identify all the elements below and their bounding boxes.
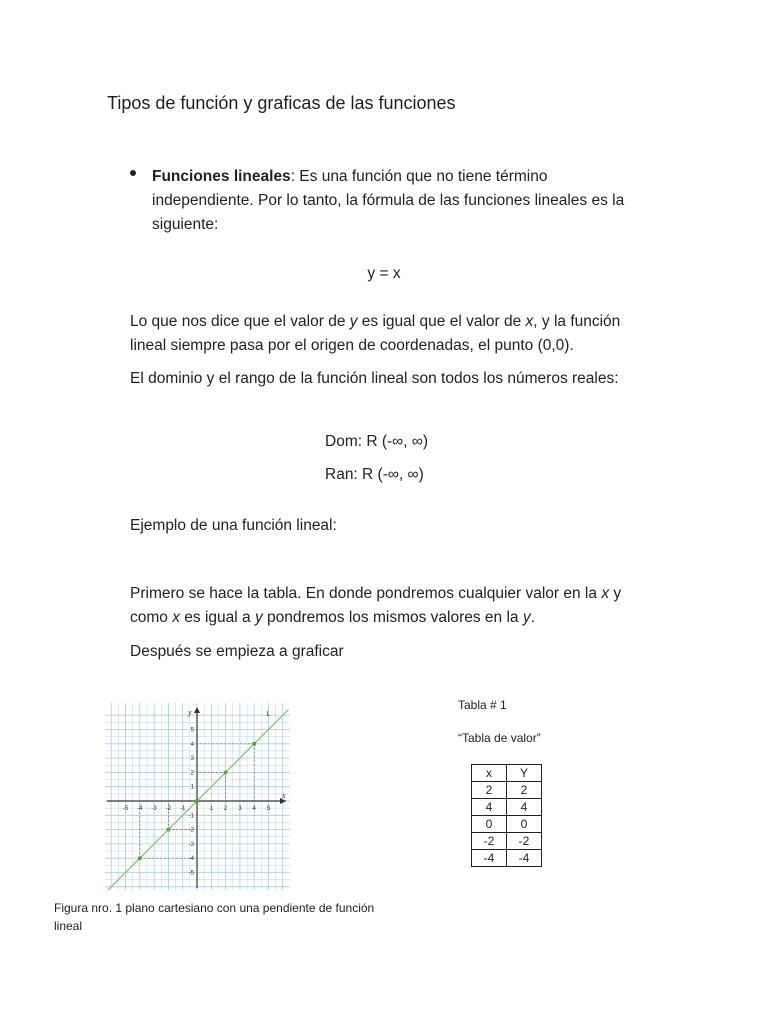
x-tick-label: -1 — [180, 806, 186, 812]
bullet-term: Funciones lineales — [152, 168, 291, 185]
table-caption: “Tabla de valor” — [458, 731, 541, 745]
x-tick-label: 5 — [266, 806, 271, 812]
data-point — [252, 742, 256, 746]
table-cell: 4 — [507, 799, 542, 816]
steps-text: es igual a — [179, 609, 255, 626]
range-line: Ran: R (-∞, ∞) — [325, 466, 424, 483]
cartesian-chart — [105, 703, 290, 890]
x-tick-label: 1 — [209, 806, 213, 812]
table-header-row — [472, 765, 542, 782]
data-point — [195, 799, 199, 803]
table-row — [472, 833, 542, 850]
table-label: Tabla # 1 — [458, 698, 507, 712]
values-table — [471, 764, 542, 867]
table-cell: 2 — [507, 782, 542, 799]
table-row — [472, 816, 542, 833]
data-point — [138, 856, 142, 860]
table-cell: -4 — [507, 850, 542, 867]
formula: y = x — [367, 265, 401, 282]
table-cell: 0 — [507, 816, 542, 833]
data-point — [167, 828, 171, 832]
x-tick-label: -3 — [151, 806, 157, 812]
x-tick-label: 2 — [223, 806, 228, 812]
table-row — [472, 850, 542, 867]
y-tick-label: 1 — [190, 784, 194, 791]
figure-caption: Figura nro. 1 plano cartesiano con una pendiente de función lineal — [54, 901, 375, 933]
y-tick-label: 4 — [190, 741, 194, 748]
y-tick-label: 2 — [190, 770, 194, 777]
steps-text: Primero se hace la tabla. En donde pondremos cualquier valor en la — [130, 585, 602, 602]
explanation-text: Lo que nos dice que el valor de — [130, 313, 350, 330]
x-tick-label: 3 — [238, 806, 242, 812]
explanation-text: es igual que el valor de — [357, 313, 526, 330]
y-tick-label: -5 — [188, 870, 194, 877]
explanation-paragraph — [130, 310, 650, 358]
table-row — [472, 782, 542, 799]
var-y: y — [254, 609, 263, 626]
y-axis-arrow — [194, 707, 200, 713]
domain-line: Dom: R (-∞, ∞) — [325, 433, 429, 450]
x-tick-label: -2 — [165, 806, 172, 812]
var-y: y — [522, 609, 531, 626]
bullet-text: : Es una función que no tiene término independiente. Por lo tanto, la fórmula de las funciones lineales es la siguiente: — [152, 168, 625, 233]
data-point — [224, 771, 228, 775]
y-tick-label: -4 — [188, 856, 194, 863]
table-cell: 4 — [472, 799, 507, 816]
var-y: y — [349, 313, 358, 330]
x-tick-label: -5 — [122, 806, 129, 812]
explanation-text: , y la función lineal siempre pasa por el origen de coordenadas, el punto (0,0). — [130, 313, 621, 354]
y-tick-label: -3 — [188, 841, 194, 848]
example-heading: Ejemplo de una función lineal: — [130, 517, 337, 534]
steps-text: pondremos los mismos valores en la — [262, 609, 523, 626]
y-axis-label: y — [188, 708, 192, 717]
table-cell: 0 — [472, 816, 507, 833]
domain-range-intro: El dominio y el rango de la función lineal son todos los números reales: — [130, 370, 619, 387]
table-cell: 2 — [472, 782, 507, 799]
page-title: Tipos de función y graficas de las funciones — [107, 93, 456, 113]
steps-text: y como — [130, 585, 622, 626]
y-tick-label: -1 — [188, 813, 194, 820]
table-header-y: Y — [507, 765, 542, 782]
y-tick-label: 5 — [190, 727, 194, 734]
x-tick-label: 4 — [252, 806, 256, 812]
var-x: x — [172, 609, 180, 626]
var-x: x — [525, 313, 534, 330]
y-tick-label: 3 — [190, 756, 194, 763]
bullet-marker — [130, 170, 136, 176]
chart-axes — [107, 707, 286, 888]
line-label: L — [266, 711, 271, 718]
var-x: x — [601, 585, 610, 602]
table-cell: -2 — [507, 833, 542, 850]
x-axis-label: x — [282, 791, 286, 800]
table-cell: -4 — [472, 850, 507, 867]
table-row — [472, 799, 542, 816]
table-header-x: x — [472, 765, 507, 782]
bullet-paragraph — [152, 165, 652, 237]
steps-graph-line: Después se empieza a graficar — [130, 643, 344, 660]
x-tick-label: -4 — [137, 806, 143, 812]
y-tick-label: -2 — [188, 827, 194, 834]
steps-paragraph — [130, 582, 650, 630]
steps-text: . — [530, 609, 535, 626]
table-cell: -2 — [472, 833, 507, 850]
